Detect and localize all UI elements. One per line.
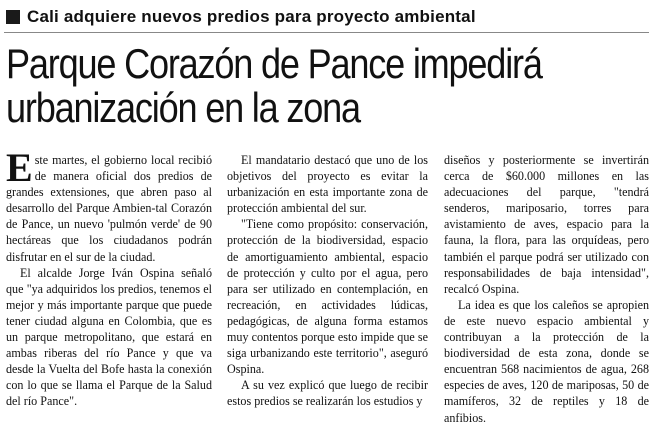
paragraph: A su vez explicó que luego de recibir estos predios se realizarán los estudios y: [227, 378, 428, 409]
paragraph: El mandatario destacó que uno de los objetivos del proyecto es evitar la urbanización en esta importante zona de protección ambiental del sur.: [227, 153, 428, 216]
paragraph: El alcalde Jorge Iván Ospina señaló que "ya adquiridos los predios, tenemos el mejor y más importante parque que puede tener ciudad alguna en Colombia, que es un parque metropolitano, que estará en ambas riberas del río Pance y que va desde la Vuelta del Bofe hasta la conexión con lo que se llama el Parque de la Salud del río Pance".: [6, 265, 212, 409]
paragraph: diseños y posteriormente se invertirán cerca de $60.000 millones en las adecuaciones del parque, "tendrá senderos, mariposario, torres para avistamiento de aves, espacio para la fauna, la flora, para las orquídeas, pero también el parque podrá ser utilizado con responsabilidades de baja intensidad", recalcó Ospina.: [444, 153, 649, 296]
paragraph: La idea es que los caleños se apropien de este nuevo espacio ambiental y contribuyan a la protección de la biodiversidad de esta zona, donde se encuentran 568 nacimientos de agua, 268 especies de aves, 120 de mariposas, 50 de mamíferos, 32 de reptiles y 18 de anfibios.: [444, 297, 649, 425]
headline-line-1: Parque Corazón de Pance impedirá: [6, 40, 542, 87]
paragraph: [6, 145, 212, 265]
article-column-3: [444, 152, 649, 425]
kicker-divider: [4, 32, 649, 33]
headline-line-2: urbanización en la zona: [6, 84, 360, 131]
kicker: [6, 8, 476, 26]
article-column-2: [227, 152, 428, 410]
kicker-text: Cali adquiere nuevos predios para proyecto ambiental: [27, 7, 476, 26]
paragraph: "Tiene como propósito: conservación, protección de la biodiversidad, espacio de amortiguamiento ambiental, espacio de protección y culto por el agua, pero para ser utilizado en contemplación, en recreación, en actividades lúdicas, pedagógicas, de alguna forma estamos muy contentos porque esto impide que se siga urbanizando este territorio", aseguró Ospina.: [227, 217, 428, 377]
kicker-square-icon: [6, 10, 20, 24]
dropcap: E: [6, 145, 33, 190]
paragraph-text: ste martes, el gobierno local recibió de manera oficial dos predios de grandes extensiones, que abren paso al desarrollo del Parque Ambien-tal Corazón de Pance, un nuevo 'pulmón verde' de 90 hectáreas que los ciudadanos podrán disfrutar en el sur de la ciudad.: [6, 153, 212, 264]
article-column-1: [6, 145, 212, 410]
headline: [6, 42, 561, 130]
